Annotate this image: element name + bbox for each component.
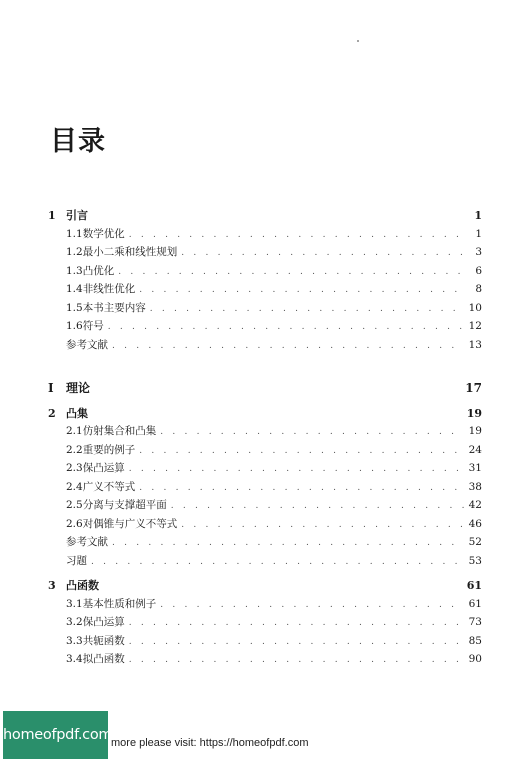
toc-number: 1: [48, 209, 56, 222]
toc-row[interactable]: [48, 633, 482, 652]
toc-row[interactable]: [48, 318, 482, 337]
toc-page: 42: [468, 499, 482, 511]
toc-number: 3.4: [66, 653, 83, 665]
toc-label: 最小二乘和线性规划: [82, 246, 178, 258]
toc-number: 1.6: [66, 320, 83, 332]
toc-number: 2.2: [66, 443, 83, 456]
toc-label: 基本性质和例子: [82, 597, 157, 610]
toc-label: 凸函数: [66, 579, 99, 592]
toc-label: 本书主要内容: [82, 301, 146, 314]
toc-label: 保凸运算: [82, 616, 125, 628]
toc-label: 分离与支撑超平面: [82, 499, 167, 511]
toc-label: 凸集: [66, 406, 88, 420]
toc-label: 对偶锥与广义不等式: [82, 517, 178, 530]
toc-leader-dots: [125, 618, 464, 628]
toc-row[interactable]: [48, 405, 482, 424]
toc-page: 6: [475, 264, 482, 277]
toc-row[interactable]: [48, 596, 482, 615]
toc-leader-dots: [125, 230, 464, 240]
toc-page: 31: [468, 462, 482, 474]
toc-page: 52: [468, 536, 482, 548]
toc-leader-dots: [167, 501, 464, 511]
toc-leader-dots: [156, 427, 464, 437]
toc-leader-dots: [104, 322, 464, 332]
toc-number: 1.5: [66, 301, 83, 314]
toc-row[interactable]: [48, 516, 482, 535]
toc-page: 46: [468, 517, 482, 530]
toc-label: 非线性优化: [82, 283, 136, 295]
toc-page: 90: [468, 653, 482, 665]
toc-row[interactable]: [48, 379, 482, 398]
toc-leader-dots: [114, 267, 464, 277]
toc-label: 仿射集合和凸集: [82, 425, 157, 437]
table-of-contents: [48, 207, 482, 670]
toc-label: 广义不等式: [82, 480, 136, 493]
toc-row[interactable]: [48, 207, 482, 226]
toc-page: 53: [468, 554, 482, 567]
toc-row[interactable]: [48, 423, 482, 442]
toc-leader-dots: [108, 341, 464, 351]
toc-leader-dots: [125, 655, 464, 665]
toc-row[interactable]: [48, 442, 482, 461]
toc-row[interactable]: [48, 553, 482, 572]
toc-row[interactable]: [48, 226, 482, 245]
toc-number: 2.5: [66, 499, 83, 511]
toc-row[interactable]: [48, 479, 482, 498]
toc-page: 1: [474, 209, 482, 222]
toc-leader-dots: [156, 600, 464, 610]
footer-link-text[interactable]: more please visit: https://homeofpdf.com: [111, 737, 309, 749]
toc-label: 引言: [66, 209, 88, 222]
toc-number: 2.1: [66, 425, 83, 437]
toc-row[interactable]: [48, 337, 482, 356]
toc-number: 3.1: [66, 597, 83, 610]
toc-label: 数学优化: [82, 227, 125, 240]
toc-leader-dots: [87, 557, 464, 567]
toc-page: 12: [468, 320, 482, 332]
toc-page: 19: [468, 425, 482, 437]
toc-leader-dots: [135, 483, 464, 493]
toc-row[interactable]: [48, 300, 482, 319]
toc-row[interactable]: [48, 577, 482, 596]
site-banner-text[interactable]: homeofpdf.com: [3, 727, 113, 743]
toc-leader-dots: [125, 464, 464, 474]
toc-label: 保凸运算: [82, 462, 125, 474]
toc-leader-dots: [135, 446, 464, 456]
toc-leader-dots: [135, 285, 464, 295]
toc-page: 10: [468, 301, 482, 314]
toc-number: 2.4: [66, 480, 83, 493]
toc-number: 1.4: [66, 283, 83, 295]
toc-number: 3.2: [66, 616, 83, 628]
toc-row[interactable]: [48, 263, 482, 282]
toc-label: 理论: [66, 381, 91, 395]
toc-number: 3: [48, 579, 56, 592]
toc-label: 符号: [82, 320, 104, 332]
toc-row[interactable]: [48, 534, 482, 553]
toc-number: 2: [48, 406, 56, 420]
toc-label: 共轭函数: [82, 634, 125, 647]
toc-row[interactable]: [48, 460, 482, 479]
toc-row[interactable]: [48, 244, 482, 263]
toc-page: 24: [468, 443, 482, 456]
toc-page: 61: [466, 579, 482, 592]
toc-page: 73: [468, 616, 482, 628]
toc-label: 习题: [66, 554, 87, 567]
toc-leader-dots: [125, 637, 464, 647]
toc-number: I: [48, 381, 54, 395]
toc-row[interactable]: [48, 281, 482, 300]
page-title: 目录: [50, 126, 106, 157]
toc-page: 13: [468, 338, 482, 351]
toc-page: 8: [475, 283, 482, 295]
toc-label: 凸优化: [82, 264, 115, 277]
toc-page: 3: [475, 246, 482, 258]
toc-label: 参考文献: [66, 338, 108, 351]
toc-row[interactable]: [48, 651, 482, 670]
toc-number: 3.3: [66, 634, 83, 647]
toc-row[interactable]: [48, 614, 482, 633]
toc-number: 2.6: [66, 517, 83, 530]
toc-page: 85: [468, 634, 482, 647]
toc-leader-dots: [177, 248, 464, 258]
toc-number: 1.1: [66, 227, 83, 240]
toc-number: 2.3: [66, 462, 83, 474]
toc-label: 重要的例子: [82, 443, 136, 456]
toc-label: 参考文献: [66, 536, 108, 548]
toc-leader-dots: [177, 520, 464, 530]
page-speck: [357, 40, 359, 42]
toc-page: 61: [468, 597, 482, 610]
toc-page: 38: [468, 480, 482, 493]
toc-page: 17: [465, 381, 482, 395]
toc-number: 1.2: [66, 246, 83, 258]
toc-page: 19: [466, 406, 482, 420]
toc-label: 拟凸函数: [82, 653, 125, 665]
toc-page: 1: [475, 227, 482, 240]
toc-leader-dots: [146, 304, 464, 314]
toc-number: 1.3: [66, 264, 83, 277]
toc-row[interactable]: [48, 497, 482, 516]
toc-leader-dots: [108, 538, 464, 548]
